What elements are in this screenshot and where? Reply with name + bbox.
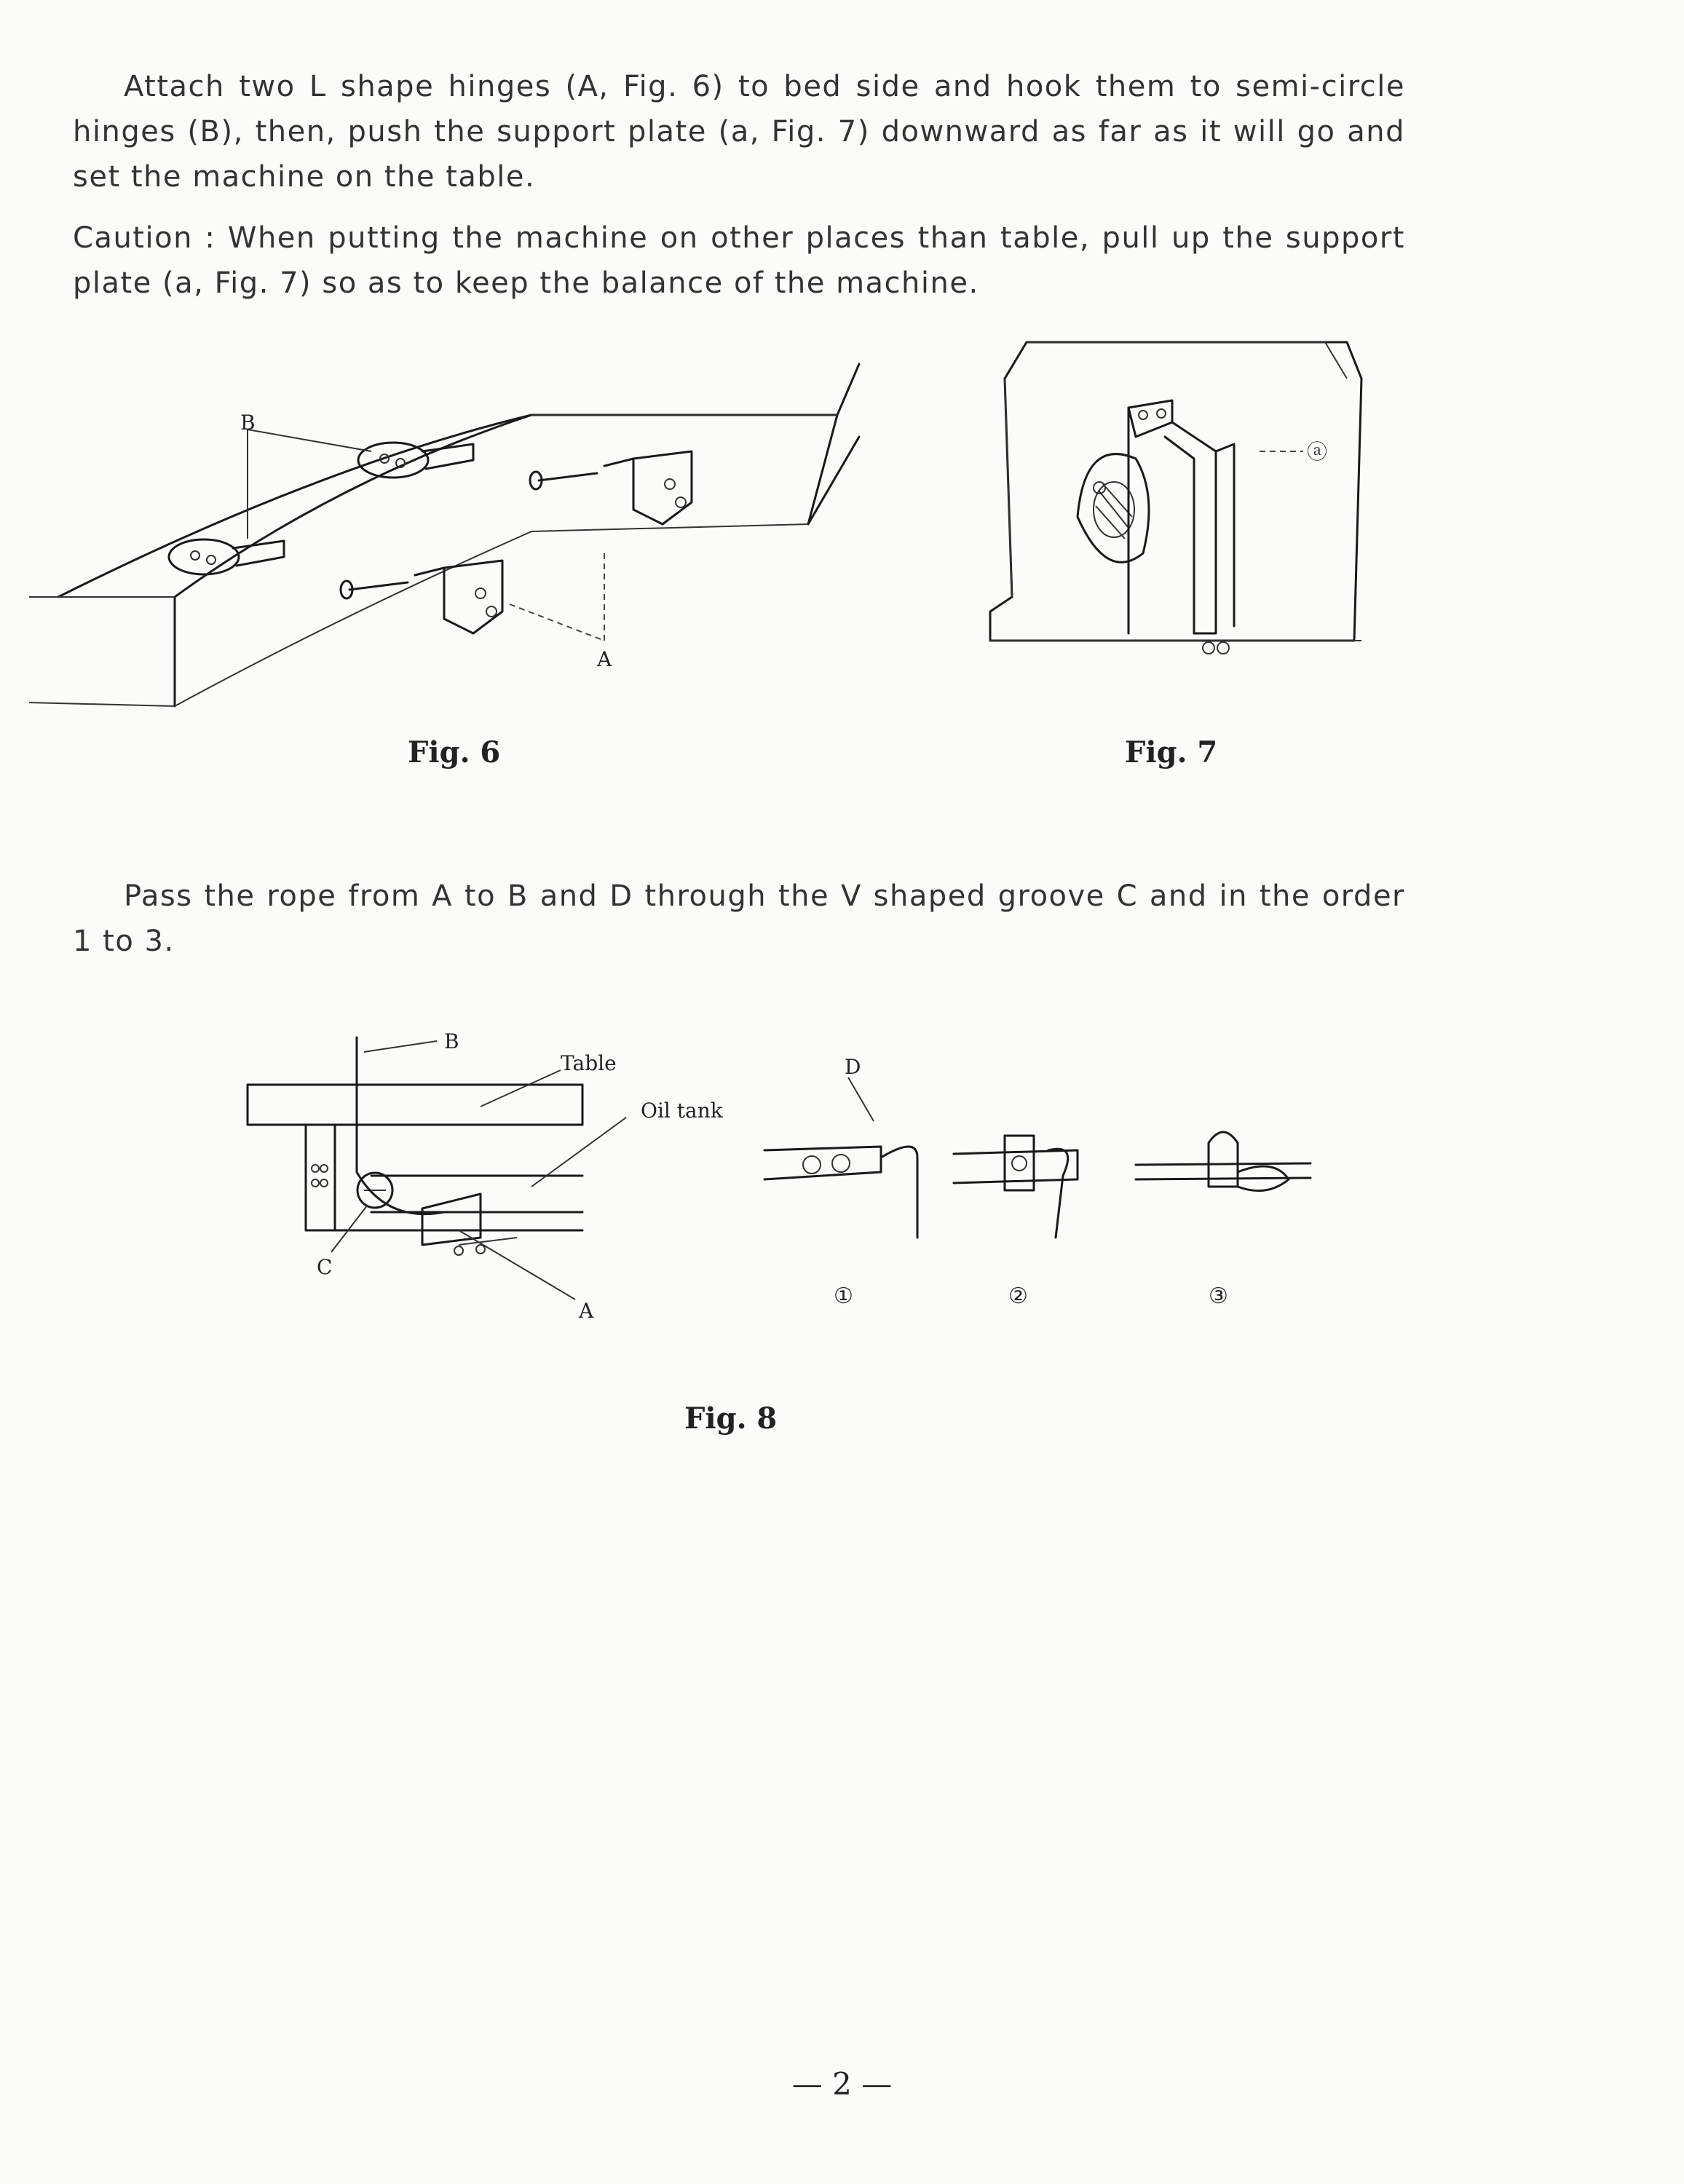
fig8-rope-diagram (240, 1029, 1347, 1340)
instruction-paragraph-hinges: Attach two L shape hinges (A, Fig. 6) to bed side and hook them to semi-circle hinges (B), then, push the support plate (a, Fig. 7) downward as far as it will go and set the machine on the table. (73, 70, 1405, 194)
fig8-step3: ③ (1209, 1283, 1228, 1309)
fig6-label-a: A (597, 647, 612, 671)
table-and-oil-tank (248, 1085, 582, 1255)
instruction-paragraph-rope: Pass the rope from A to B and D through the V shaped groove C and in the order 1 to 3. (73, 879, 1405, 958)
fig6-caption: Fig. 6 (408, 735, 501, 769)
fig8-label-d: D (845, 1055, 861, 1079)
l-hinge-lower (341, 561, 502, 633)
oil-window (1078, 454, 1149, 563)
fig8-label-table: Table (561, 1051, 617, 1075)
fig7-caption: Fig. 7 (1125, 735, 1218, 769)
step2-rope-knot (954, 1136, 1078, 1309)
fig6-label-b: B (240, 411, 256, 435)
support-plate (1128, 400, 1234, 654)
fig7-label-a: ⓐ (1307, 440, 1328, 464)
fig8-step2: ② (1008, 1283, 1028, 1309)
fig8-label-b: B (444, 1029, 459, 1053)
fig8-label-oil-tank: Oil tank (641, 1099, 723, 1123)
fig8-label-a: A (579, 1299, 594, 1323)
fig8-label-c: C (317, 1255, 333, 1279)
l-hinge-upper (530, 451, 692, 524)
fig8-caption: Fig. 8 (684, 1401, 778, 1436)
step3-rope-secured (1136, 1132, 1311, 1309)
step1-rope-through-bracket (764, 1055, 917, 1309)
machine-bed-end-view (990, 342, 1361, 641)
fig8-step1: ① (834, 1283, 853, 1309)
fig6-hinge-diagram (29, 335, 888, 728)
semicircle-hinge-lower (169, 539, 284, 574)
caution-paragraph: Caution : When putting the machine on other places than table, pull up the support plate (a, Fig. 7) so as to keep the balance of the machine. (73, 221, 1405, 300)
machine-bed-outline (29, 364, 859, 706)
page-number: — 2 — (791, 2066, 893, 2102)
fig7-support-plate-diagram (983, 335, 1361, 684)
